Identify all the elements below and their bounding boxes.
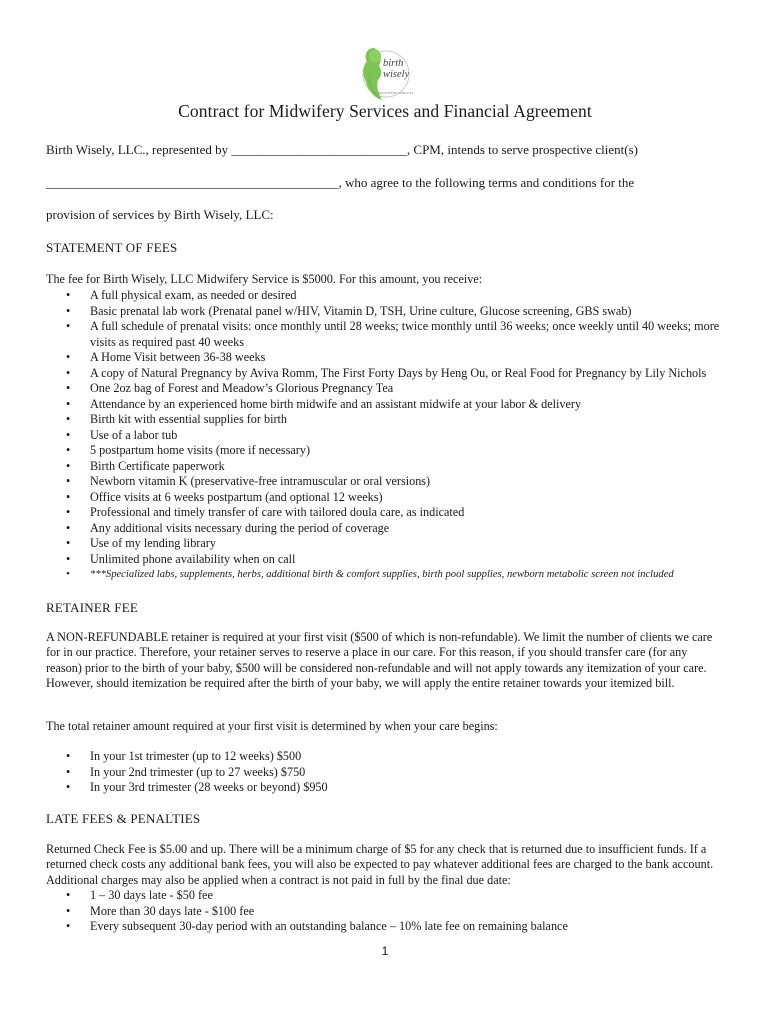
intro-line-3: provision of services by Birth Wisely, LLC: bbox=[46, 207, 274, 222]
fees-list bbox=[46, 288, 726, 583]
late-fees-paragraph: Returned Check Fee is $5.00 and up. There will be a minimum charge of $5 for any check that is returned due to insufficient funds. If a returned check costs any additional bank fees, you will also be expected to pay whatever additional fees are charged to the bank account. Additional charges may also be applied when a contract is not paid in full by the final due date: bbox=[46, 842, 714, 887]
retainer-list bbox=[46, 749, 726, 796]
list-item: • Use of my lending library bbox=[46, 536, 726, 552]
list-item: • A Home Visit between 36-38 weeks bbox=[46, 350, 726, 366]
list-item: • Unlimited phone availability when on call bbox=[46, 552, 726, 568]
list-item: • Office visits at 6 weeks postpartum (and optional 12 weeks) bbox=[46, 490, 726, 506]
list-item: • In your 1st trimester (up to 12 weeks) $500 bbox=[46, 749, 726, 765]
list-item: • 1 – 30 days late - $50 fee bbox=[46, 888, 726, 904]
logo-text-wisely: wisely bbox=[383, 69, 410, 80]
list-item: • Use of a labor tub bbox=[46, 428, 726, 444]
intro-line-2: _____________________________________________, who agree to the following terms and conditions for the bbox=[46, 175, 635, 190]
section-heading-retainer: RETAINER FEE bbox=[46, 600, 138, 615]
retainer-intro: The total retainer amount required at your first visit is determined by when your care begins: bbox=[46, 719, 498, 733]
list-item: • Every subsequent 30-day period with an outstanding balance – 10% late fee on remaining balance bbox=[46, 919, 726, 935]
list-item: • Any additional visits necessary during the period of coverage bbox=[46, 521, 726, 537]
list-item: • A full physical exam, as needed or desired bbox=[46, 288, 726, 304]
list-item: • Professional and timely transfer of care with tailored doula care, as indicated bbox=[46, 505, 726, 521]
logo-tagline: MIDWIFERY SERVICES bbox=[378, 91, 414, 95]
list-item: • Attendance by an experienced home birth midwife and an assistant midwife at your labor & delivery bbox=[46, 397, 726, 413]
list-item: • 5 postpartum home visits (more if necessary) bbox=[46, 443, 726, 459]
list-item: • One 2oz bag of Forest and Meadow’s Glorious Pregnancy Tea bbox=[46, 381, 726, 397]
retainer-paragraph: A NON-REFUNDABLE retainer is required at your first visit ($500 of which is non-refundable). We limit the number of clients we care for in our practice. Therefore, your retainer serves to reserve a place in our care. For this reason, if you should transfer care (for any reason) prior to the birth of your baby, $500 will be considered non-refundable and will not apply towards any itemization of your care. However, should itemization be required after the birth of your baby, we will apply the entire retainer towards your itemized bill. bbox=[46, 630, 713, 691]
list-item: • Newborn vitamin K (preservative-free intramuscular or oral versions) bbox=[46, 474, 726, 490]
list-item: • Birth Certificate paperwork bbox=[46, 459, 726, 475]
list-item: • More than 30 days late - $100 fee bbox=[46, 904, 726, 920]
section-heading-late-fees: LATE FEES & PENALTIES bbox=[46, 811, 201, 826]
list-item: • Birth kit with essential supplies for birth bbox=[46, 412, 726, 428]
section-heading-fees: STATEMENT OF FEES bbox=[46, 240, 178, 255]
logo-text-birth: birth bbox=[383, 58, 404, 69]
fees-intro: The fee for Birth Wisely, LLC Midwifery Service is $5000. For this amount, you receive: bbox=[46, 272, 483, 286]
list-item: • Basic prenatal lab work (Prenatal panel w/HIV, Vitamin D, TSH, Urine culture, Glucose screening, GBS swab) bbox=[46, 304, 726, 320]
late-fees-list bbox=[46, 888, 726, 935]
list-item: • A copy of Natural Pregnancy by Aviva Romm, The First Forty Days by Heng Ou, or Real Food for Pregnancy by Lily Nichols bbox=[46, 366, 726, 382]
list-item: • In your 2nd trimester (up to 27 weeks) $750 bbox=[46, 765, 726, 781]
list-item: • In your 3rd trimester (28 weeks or beyond) $950 bbox=[46, 780, 726, 796]
document-title: Contract for Midwifery Services and Financial Agreement bbox=[178, 101, 592, 121]
page-number: 1 bbox=[381, 944, 389, 958]
fees-exclusions-note: • ***Specialized labs, supplements, herbs, additional birth & comfort supplies, birth pool supplies, newborn metabolic screen not included bbox=[46, 567, 726, 583]
list-item: • A full schedule of prenatal visits: once monthly until 28 weeks; twice monthly until 36 weeks; once weekly until 40 weeks; more visits as required past 40 weeks bbox=[46, 319, 726, 350]
intro-line-1: Birth Wisely, LLC., represented by ___________________________, CPM, intends to serve prospective client(s) bbox=[46, 142, 638, 157]
birth-wisely-logo bbox=[356, 44, 414, 102]
